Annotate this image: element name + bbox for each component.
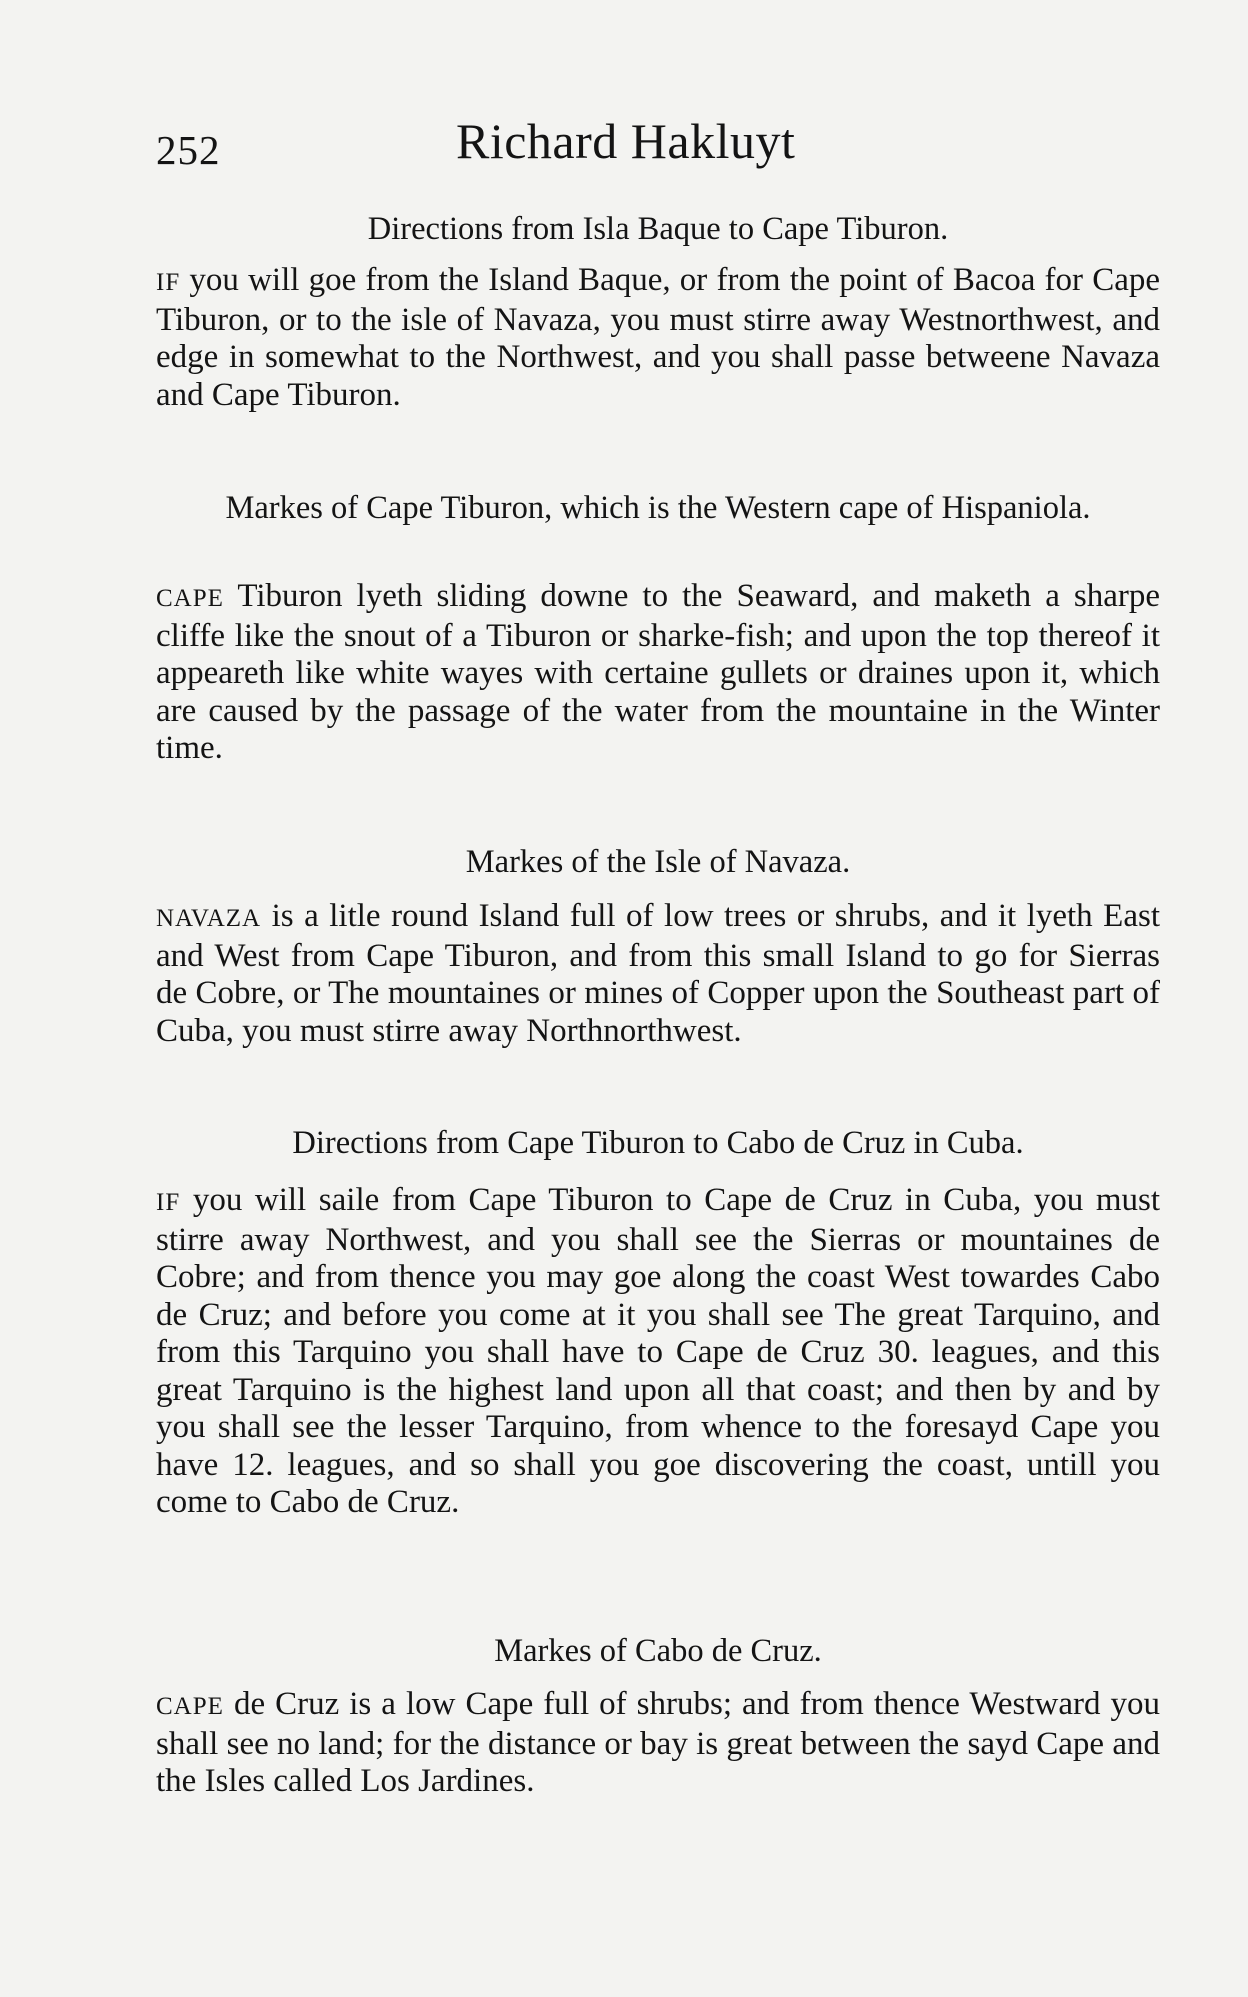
paragraph (156, 578, 1160, 768)
paragraph-text: you will saile from Cape Tiburon to Cape de Cruz in Cuba, you must stirre away Northwest, and you shall see the Sierras or mountaines de Cobre; and from thence you may goe along the coast West towardes Cabo de Cruz; and before you come at it you shall see The great Tarquino, and from this Tarquino you shall have to Cape de Cruz 30. leagues, and this great Tarquino is the highest land upon all that coast; and then by and by you shall see the lesser Tarquino, from whence to the foresayd Cape you have 12. leagues, and so shall you goe discovering the coast, untill you come to Cabo de Cruz. (156, 1182, 1161, 1520)
running-head (156, 112, 1160, 182)
section-isla-baque-body (156, 262, 1160, 414)
section-isla-baque (156, 210, 1160, 248)
paragraph (156, 898, 1160, 1050)
paragraph-text: you will goe from the Island Baque, or from the point of Bacoa for Cape Tiburon, or to the isle of Navaza, you must stirre away Westnorthwest, and edge in somewhat to the Northwest, and you shall passe betweene Navaza and Cape Tiburon. (156, 262, 1161, 413)
section-navaza (156, 843, 1160, 881)
paragraph-text: Tiburon lyeth sliding downe to the Seaward, and maketh a sharpe cliffe like the snout of a Tiburon or sharke-fish; and upon the top thereof it appeareth like white wayes with certaine gullets or draines upon it, which are caused by the passage of the water from the mountaine in the Winter time. (156, 578, 1160, 766)
section-heading: Markes of Cape Tiburon, which is the Western cape of Hispaniola. (225, 490, 1091, 526)
section-navaza-body (156, 898, 1160, 1050)
page-number: 252 (156, 127, 221, 173)
section-heading: Directions from Cape Tiburon to Cabo de Cruz in Cuba. (292, 1125, 1024, 1161)
paragraph-initial: CAPE (156, 585, 224, 612)
paragraph-initial: IF (156, 269, 181, 296)
running-title: Richard Hakluyt (456, 113, 796, 169)
section-cabo-de-cruz-directions (156, 1124, 1160, 1162)
paragraph-initial: CAPE (156, 1693, 224, 1720)
paragraph (156, 1686, 1160, 1801)
section-cape-tiburon-body (156, 578, 1160, 768)
section-heading: Directions from Isla Baque to Cape Tiburon. (367, 211, 949, 247)
section-heading: Markes of the Isle of Navaza. (465, 844, 851, 880)
section-cabo-de-cruz-marks (156, 1632, 1160, 1670)
section-cabo-de-cruz-directions-body (156, 1182, 1160, 1522)
paragraph (156, 1182, 1160, 1522)
section-cabo-de-cruz-marks-body (156, 1686, 1160, 1801)
paragraph (156, 262, 1160, 414)
paragraph-text: is a litle round Island full of low trees or shrubs, and it lyeth East and West from Cape Tiburon, and from this small Island to go for Sierras de Cobre, or The mountaines or mines of Copper upon the Southeast part of Cuba, you must stirre away Northnorthwest. (156, 898, 1161, 1049)
paragraph-text: de Cruz is a low Cape full of shrubs; and from thence Westward you shall see no land; for the distance or bay is great between the sayd Cape and the Isles called Los Jardines. (156, 1686, 1161, 1799)
paragraph-initial: IF (156, 1189, 181, 1216)
section-heading: Markes of Cabo de Cruz. (494, 1633, 822, 1669)
paragraph-initial: NAVAZA (156, 905, 262, 932)
section-cape-tiburon (156, 489, 1160, 527)
